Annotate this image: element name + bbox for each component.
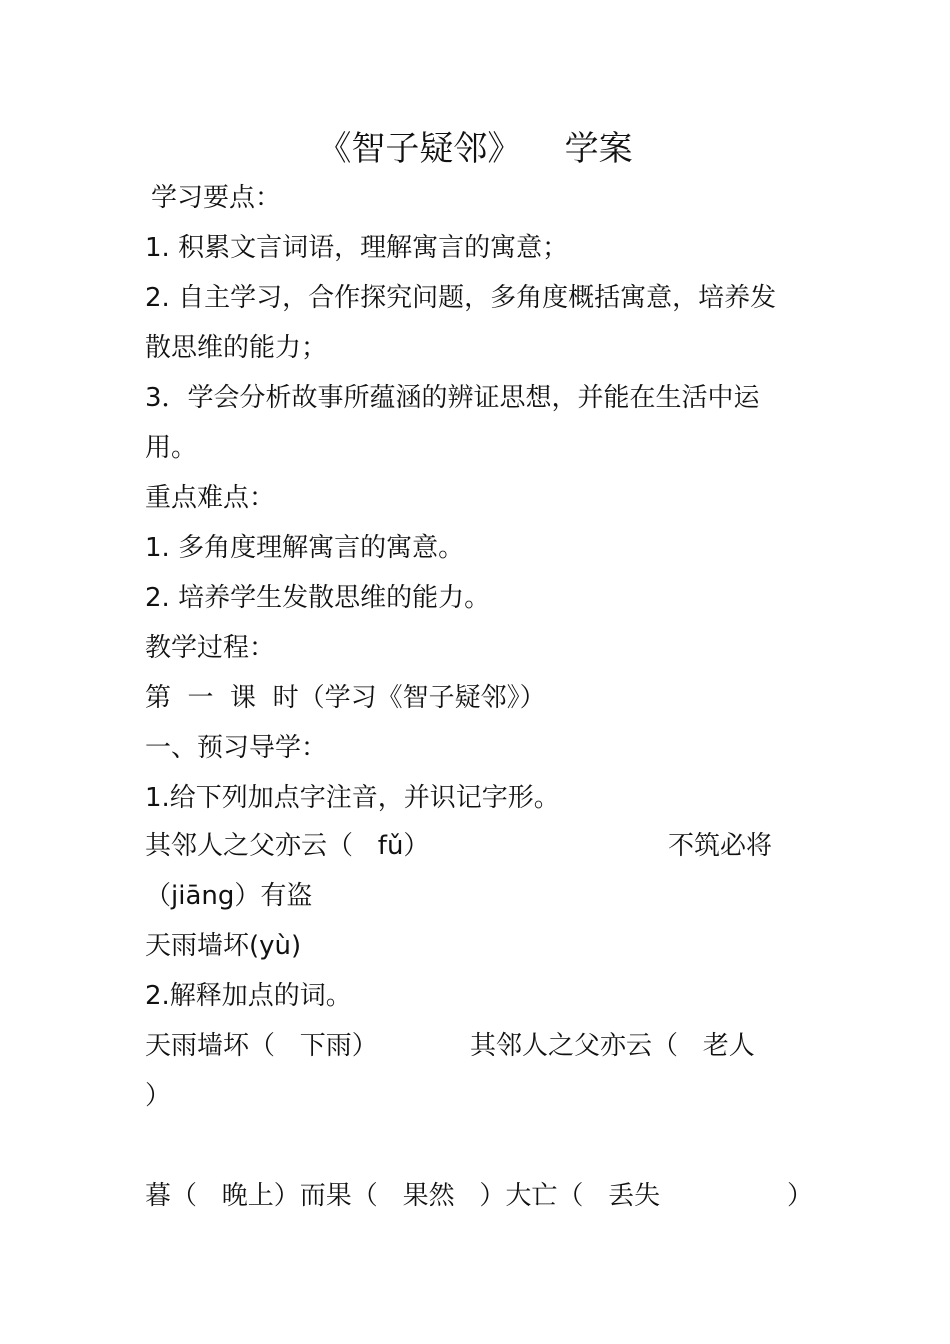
study-point-2: 2. 自主学习，合作探究问题，多角度概括寓意，培养发 [145, 283, 777, 313]
preview-heading: 一、预习导学： [145, 733, 328, 763]
task1-heading: 1.给下列加点字注音，并识记字形。 [145, 783, 560, 813]
section-heading-study-points: 学习要点： [151, 183, 282, 213]
task1-line2: （jiāng）有盗 [145, 881, 313, 911]
document-title: 《智子疑邻》 学案 [317, 129, 633, 169]
lesson-heading: 第 一 课 时（学习《智子疑邻》） [145, 683, 546, 713]
task2-heading: 2.解释加点的词。 [145, 981, 352, 1011]
study-point-1: 1. 积累文言词语，理解寓言的寓意； [145, 233, 569, 263]
task2-line1-right: 其邻人之父亦云（ 老人 [470, 1031, 755, 1061]
key-point-1: 1. 多角度理解寓言的寓意。 [145, 533, 465, 563]
task1-line1-left: 其邻人之父亦云（ fǔ） [145, 831, 430, 861]
study-point-3-continued: 用。 [145, 433, 198, 463]
task1-line3: 天雨墙坏(yù) [145, 931, 302, 961]
section-heading-key-points: 重点难点： [145, 483, 276, 513]
key-point-2: 2. 培养学生发散思维的能力。 [145, 583, 491, 613]
task2-line2: ） [145, 1081, 172, 1111]
task2-line3-left: 暮（ 晚上）而果（ 果然 ）大亡（ 丢失 [145, 1181, 661, 1211]
section-heading-teaching-process: 教学过程： [145, 633, 276, 663]
task2-line1-left: 天雨墙坏（ 下雨） [145, 1031, 378, 1061]
task1-line1-right: 不筑必将 [668, 831, 773, 861]
study-point-3: 3．学会分析故事所蕴涵的辨证思想，并能在生活中运 [145, 383, 760, 413]
study-point-2-continued: 散思维的能力； [145, 333, 328, 363]
task2-line3-right: ） [787, 1181, 814, 1211]
